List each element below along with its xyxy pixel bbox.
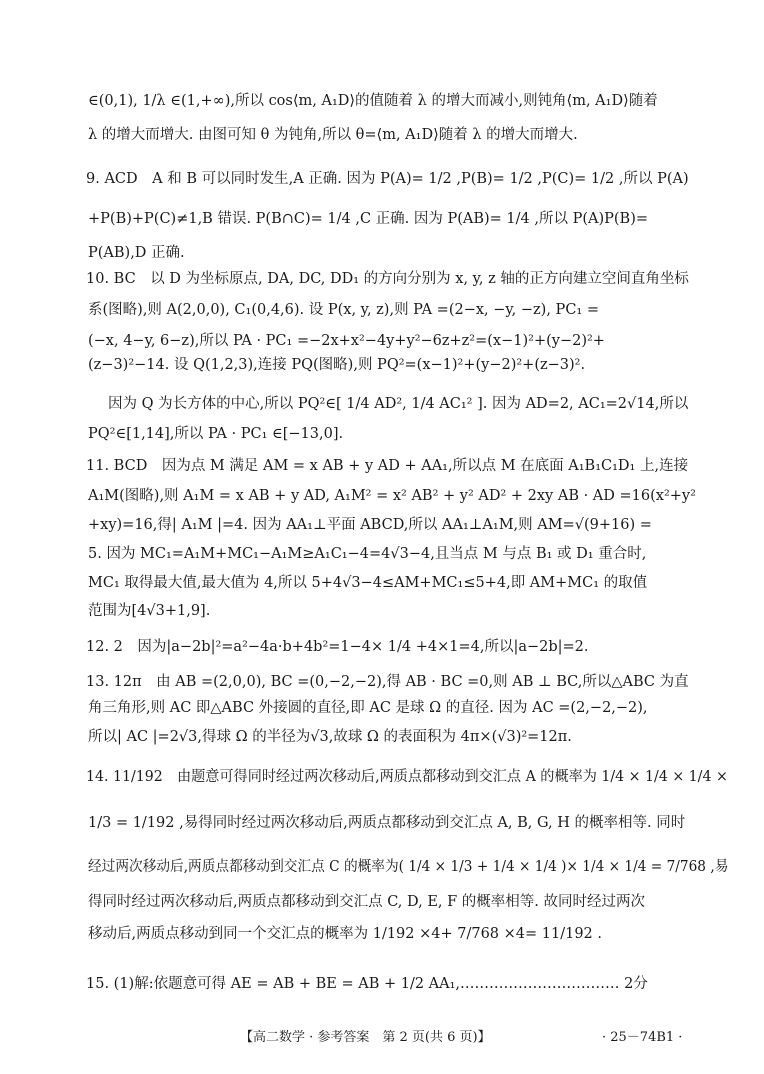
item-11-line: 11. BCD 因为点 M 满足 AM = x AB + y AD + AA₁,所以点 M 在底面 A₁B₁C₁D₁ 上,连接: [86, 458, 689, 474]
text-line: 得同时经过两次移动后,两质点都移动到交汇点 C, D, E, F 的概率相等. 故同时经过两次: [88, 894, 646, 910]
text-line: 所以| AC |=2√3,得球 Ω 的半径为√3,故球 Ω 的表面积为 4π×(√3)²=12π.: [88, 729, 572, 745]
text-line: +P(B)+P(C)≠1,B 错误. P(B∩C)= 1/4 ,C 正确. 因为 P(AB)= 1/4 ,所以 P(A)P(B)=: [88, 211, 649, 227]
text-line: (−x, 4−y, 6−z),所以 PA · PC₁ =−2x+x²−4y+y²−6z+z²=(x−1)²+(y−2)²+: [88, 333, 605, 349]
item-12-line: 12. 2 因为|a−2b|²=a²−4a·b+4b²=1−4× 1/4 +4×1=4,所以|a−2b|=2.: [86, 639, 589, 655]
item-14-line: 14. 11/192 由题意可得同时经过两次移动后,两质点都移动到交汇点 A 的概率为 1/4 × 1/4 × 1/4 ×: [86, 769, 728, 785]
item-9-line: 9. ACD A 和 B 可以同时发生,A 正确. 因为 P(A)= 1/2 ,P(B)= 1/2 ,P(C)= 1/2 ,所以 P(A): [86, 171, 689, 187]
text-line: (z−3)²−14. 设 Q(1,2,3),连接 PQ(图略),则 PQ²=(x−1)²+(y−2)²+(z−3)².: [88, 357, 586, 373]
item-15-line: 15. (1)解:依题意可得 AE = AB + BE = AB + 1/2 AA₁,…………………………… 2分: [86, 976, 648, 992]
footer-title: 【高二数学 · 参考答案 第 2 页(共 6 页)】: [240, 1030, 491, 1045]
text-line: P(AB),D 正确.: [88, 245, 185, 261]
text-line: 5. 因为 MC₁=A₁M+MC₁−A₁M≥A₁C₁−4=4√3−4,且当点 M 与点 B₁ 或 D₁ 重合时,: [88, 546, 647, 562]
item-13-line: 13. 12π 由 AB =(2,0,0), BC =(0,−2,−2),得 AB · BC =0,则 AB ⊥ BC,所以△ABC 为直: [86, 674, 689, 690]
text-line: A₁M(图略),则 A₁M = x AB + y AD, A₁M² = x² AB² + y² AD² + 2xy AB · AD =16(x²+y²: [88, 488, 696, 504]
text-line: 1/3 = 1/192 ,易得同时经过两次移动后,两质点都移动到交汇点 A, B, G, H 的概率相等. 同时: [88, 815, 686, 831]
text-line: +xy)=16,得| A₁M |=4. 因为 AA₁⊥平面 ABCD,所以 AA₁⊥A₁M,则 AM=√(9+16) =: [88, 517, 652, 533]
text-line: MC₁ 取得最大值,最大值为 4,所以 5+4√3−4≤AM+MC₁≤5+4,即 AM+MC₁ 的取值: [88, 575, 648, 591]
text-line: PQ²∈[1,14],所以 PA · PC₁ ∈[−13,0].: [88, 426, 344, 442]
item-10-line: 10. BC 以 D 为坐标原点, DA, DC, DD₁ 的方向分别为 x, y, z 轴的正方向建立空间直角坐标: [86, 271, 689, 287]
text-line: 系(图略),则 A(2,0,0), C₁(0,4,6). 设 P(x, y, z),则 PA =(2−x, −y, −z), PC₁ =: [88, 302, 599, 318]
text-line: 移动后,两质点移动到同一个交汇点的概率为 1/192 ×4+ 7/768 ×4= 11/192 .: [88, 926, 603, 942]
text-line: 角三角形,则 AC 即△ABC 外接圆的直径,即 AC 是球 Ω 的直径. 因为 AC =(2,−2,−2),: [88, 700, 648, 716]
text-line: 经过两次移动后,两质点都移动到交汇点 C 的概率为( 1/4 × 1/3 + 1/4 × 1/4 )× 1/4 × 1/4 = 7/768 ,易: [88, 859, 729, 875]
footer-code: · 25－74B1 ·: [602, 1030, 683, 1045]
text-line: 因为 Q 为长方体的中心,所以 PQ²∈[ 1/4 AD², 1/4 AC₁² ]. 因为 AD=2, AC₁=2√14,所以: [108, 396, 689, 412]
text-line: λ 的增大而增大. 由图可知 θ 为钝角,所以 θ=⟨m, A₁D⟩随着 λ 的增大而增大.: [88, 127, 578, 143]
text-line: 范围为[4√3+1,9].: [88, 603, 211, 619]
text-line: ∈(0,1), 1/λ ∈(1,+∞),所以 cos⟨m, A₁D⟩的值随着 λ 的增大而减小,则钝角⟨m, A₁D⟩随着: [88, 93, 658, 109]
